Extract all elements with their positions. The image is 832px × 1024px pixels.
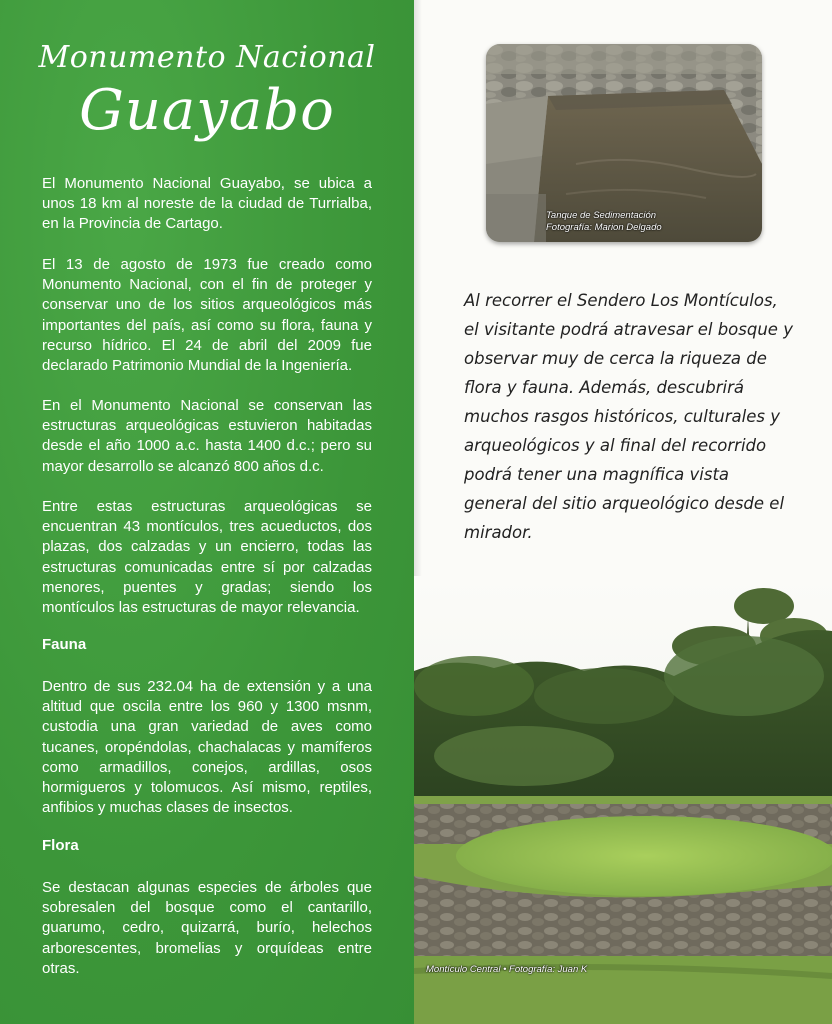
photo-top-caption-line2: Fotografía: Marion Delgado [546,222,662,233]
trail-description: Al recorrer el Sendero Los Montículos, el visitante podrá atravesar el bosque y observar muy de cerca la riqueza de flora y fauna. Además, descubrirá muchos rasgos históricos, culturales y arqueológicos y al final del recorrido podrá tener una magnífica vista general del sitio arqueológico desde el mirador. [464,291,793,542]
photo-sedimentation-tank [486,44,762,242]
left-green-panel [0,0,414,1024]
central-mound-illustration [414,576,832,1024]
title-monumento-nacional: Monumento Nacional [38,40,376,75]
intro-paragraph-history: El 13 de agosto de 1973 fue creado como Monumento Nacional, con el fin de proteger y conservar uno de los sitios arqueológicos más importantes del país, así como su flora, fauna y recurso hídrico. El 24 de abril del 2009 fue declarado Patrimonio Mundial de la Ingeniería. [42,256,372,375]
intro-paragraph-structures: Entre estas estructuras arqueológicas se encuentran 43 montículos, tres acueductos, dos plazas, dos calzadas y un encierro, todas las estructuras comunicadas entre sí por calzadas menores, puentes y gradas; siendo los montículos las estructuras de mayor relevancia. [42,498,372,617]
intro-paragraph-location: El Monumento Nacional Guayabo, se ubica a unos 18 km al noreste de la ciudad de Turrialba, en la Provincia de Cartago. [42,175,372,233]
photo-bottom-caption: Montículo Central • Fotografía: Juan K [426,964,588,975]
intro-paragraph-occupation: En el Monumento Nacional se conservan las estructuras arqueológicas estuvieron habitadas desde el año 1000 a.c. hasta 1400 d.c.; pero su mayor desarrollo se alcanzó 800 años d.c. [42,397,372,475]
photo-top-caption [546,210,662,234]
flora-heading: Flora [42,837,79,854]
fauna-paragraph: Dentro de sus 232.04 ha de extensión y a una altitud que oscila entre los 960 y 1300 msnm, custodia una gran variedad de aves como tucanes, oropéndolas, chachalacas y mamíferos como armadillos, conejos, ardillas, osos hormigueros y tolomucos. Así mismo, reptiles, anfibios y muchas clases de insectos. [42,678,372,817]
photo-central-mound [414,576,832,1024]
title-guayabo: Guayabo [79,78,335,143]
fauna-heading: Fauna [42,636,87,653]
photo-top-caption-line1: Tanque de Sedimentación [546,210,657,221]
flora-paragraph: Se destacan algunas especies de árboles que sobresalen del bosque como el cantarillo, guarumo, cedro, quizarrá, burío, helechos arborescentes, bromelias y orquídeas entre otras. [42,879,372,977]
